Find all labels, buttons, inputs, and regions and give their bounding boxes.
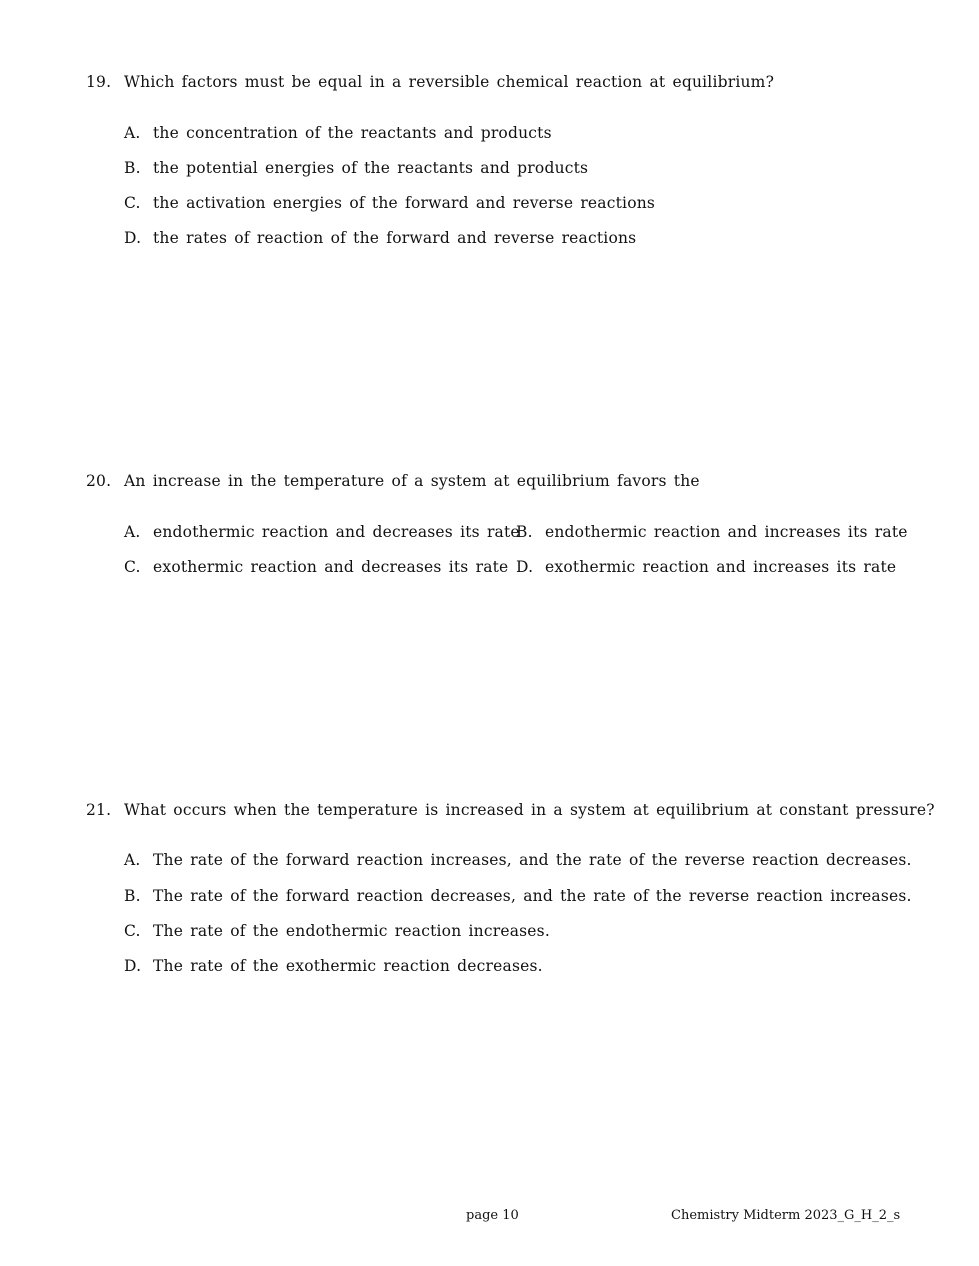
question-number: 19. xyxy=(86,73,112,91)
option-text: exothermic reaction and increases its rate xyxy=(545,558,897,576)
question-21-stem xyxy=(86,801,935,819)
option-text: exothermic reaction and decreases its rate xyxy=(153,558,509,576)
option-letter: A. xyxy=(124,124,141,142)
option-letter: A. xyxy=(124,851,141,869)
option-text: The rate of the endothermic reaction increases. xyxy=(153,922,550,940)
option-letter: C. xyxy=(124,558,141,576)
question-19-stem xyxy=(86,73,774,91)
question-number: 21. xyxy=(86,801,112,819)
option-letter: B. xyxy=(124,159,141,177)
question-text: An increase in the temperature of a system at equilibrium favors the xyxy=(124,472,700,490)
question-20-option-d[interactable] xyxy=(516,558,896,576)
question-20-option-c[interactable] xyxy=(124,558,508,576)
option-letter: B. xyxy=(516,523,533,541)
option-letter: D. xyxy=(124,229,142,247)
exam-code: Chemistry Midterm 2023_G_H_2_s xyxy=(671,1208,901,1223)
question-21-option-a[interactable] xyxy=(124,851,912,869)
option-text: the activation energies of the forward and reverse reactions xyxy=(153,194,656,212)
option-letter: A. xyxy=(124,523,141,541)
question-19-option-b[interactable] xyxy=(124,159,588,177)
question-19-option-c[interactable] xyxy=(124,194,655,212)
question-21-option-d[interactable] xyxy=(124,957,543,975)
question-21-option-c[interactable] xyxy=(124,922,550,940)
option-letter: B. xyxy=(124,887,141,905)
question-number: 20. xyxy=(86,472,112,490)
option-letter: C. xyxy=(124,194,141,212)
option-text: the potential energies of the reactants and products xyxy=(153,159,589,177)
option-text: The rate of the forward reaction increases, and the rate of the reverse reaction decreases. xyxy=(153,851,912,869)
option-text: endothermic reaction and increases its rate xyxy=(545,523,908,541)
question-20-option-a[interactable] xyxy=(124,523,520,541)
option-letter: D. xyxy=(124,957,142,975)
page-number: page 10 xyxy=(466,1208,519,1223)
option-letter: D. xyxy=(516,558,534,576)
option-letter: C. xyxy=(124,922,141,940)
question-text: What occurs when the temperature is increased in a system at equilibrium at constant pressure? xyxy=(124,801,935,819)
question-21-option-b[interactable] xyxy=(124,887,912,905)
question-text: Which factors must be equal in a reversible chemical reaction at equilibrium? xyxy=(124,73,775,91)
question-20-stem xyxy=(86,472,700,490)
option-text: The rate of the exothermic reaction decreases. xyxy=(153,957,543,975)
option-text: endothermic reaction and decreases its rate xyxy=(153,523,520,541)
question-19-option-d[interactable] xyxy=(124,229,636,247)
question-19-option-a[interactable] xyxy=(124,124,552,142)
option-text: The rate of the forward reaction decreases, and the rate of the reverse reaction increases. xyxy=(153,887,912,905)
option-text: the concentration of the reactants and products xyxy=(153,124,552,142)
question-20-option-b[interactable] xyxy=(516,523,908,541)
option-text: the rates of reaction of the forward and reverse reactions xyxy=(153,229,637,247)
